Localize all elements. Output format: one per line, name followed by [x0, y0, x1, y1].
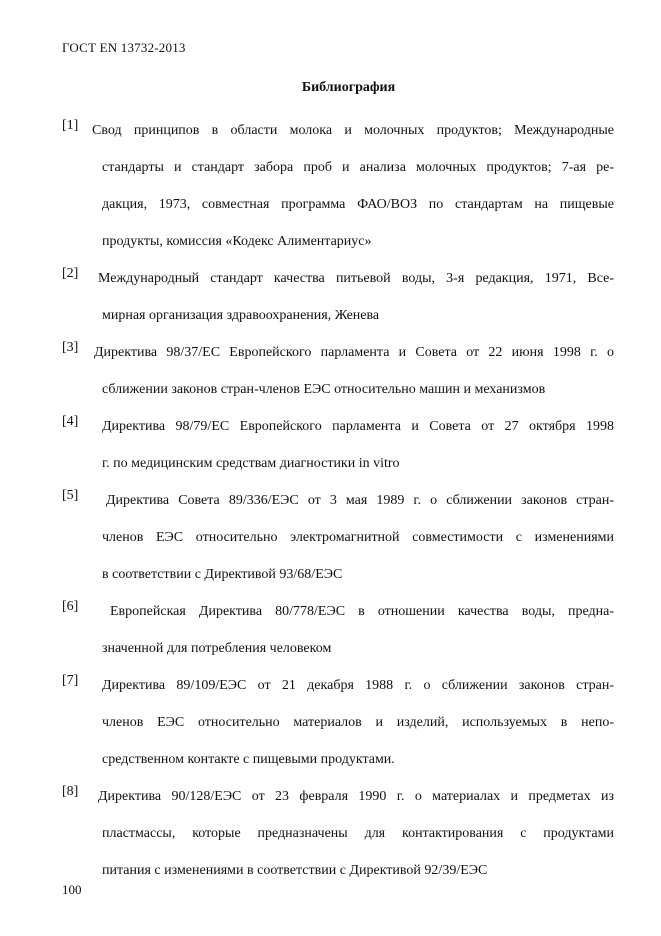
- reference-line: Международный стандарт качества питьевой воды, 3-я редакция, 1971, Все-: [98, 271, 614, 286]
- reference-item: [62, 118, 614, 266]
- reference-text: [62, 118, 614, 266]
- reference-item: [62, 784, 614, 895]
- reference-line: сближении законов стран-членов ЕЭС относительно машин и механизмов: [102, 382, 546, 397]
- reference-line: стандарты и стандарт забора проб и анализа молочных продуктов; 7-ая ре-: [102, 160, 614, 175]
- reference-line: Директива 98/37/ЕС Европейского парламента и Совета от 22 июня 1998 г. о: [94, 345, 614, 360]
- reference-number: [1]: [62, 118, 79, 133]
- reference-text: [62, 488, 614, 599]
- reference-text: [62, 673, 614, 784]
- reference-number: [8]: [62, 784, 79, 799]
- reference-line: Директива 90/128/ЕЭС от 23 февраля 1990 г. о материалах и предметах из: [98, 789, 614, 804]
- reference-text: [62, 340, 614, 414]
- reference-item: [62, 488, 614, 599]
- reference-item: [62, 266, 614, 340]
- reference-line: пластмассы, которые предназначены для контактирования с продуктами: [102, 826, 614, 841]
- reference-text: [62, 266, 614, 340]
- reference-line: Директива 98/79/ЕС Европейского парламента и Совета от 27 октября 1998: [102, 419, 614, 434]
- reference-line: дакция, 1973, совместная программа ФАО/ВОЗ по стандартам на пищевые: [102, 197, 614, 212]
- reference-number: [3]: [62, 340, 79, 355]
- reference-number: [7]: [62, 673, 79, 688]
- reference-line: средственном контакте с пищевыми продуктами.: [102, 752, 395, 767]
- reference-number: [5]: [62, 488, 79, 503]
- reference-item: [62, 599, 614, 673]
- reference-number: [4]: [62, 414, 79, 429]
- reference-line: членов ЕЭС относительно электромагнитной совместимости с изменениями: [102, 530, 614, 545]
- reference-line: продукты, комиссия «Кодекс Алиментариус»: [102, 234, 372, 249]
- reference-number: [2]: [62, 266, 79, 281]
- reference-line: питания с изменениями в соответствии с Директивой 92/39/ЕЭС: [102, 863, 488, 878]
- reference-line: значенной для потребления человеком: [102, 641, 332, 656]
- reference-line: мирная организация здравоохранения, Женева: [102, 308, 380, 323]
- reference-item: [62, 340, 614, 414]
- reference-line: Директива Совета 89/336/ЕЭС от 3 мая 1989 г. о сближении законов стран-: [106, 493, 614, 508]
- reference-number: [6]: [62, 599, 79, 614]
- reference-line: г. по медицинским средствам диагностики in vitro: [102, 456, 400, 471]
- reference-item: [62, 414, 614, 488]
- reference-line: Свод принципов в области молока и молочных продуктов; Международные: [92, 123, 614, 138]
- reference-item: [62, 673, 614, 784]
- reference-line: в соответствии с Директивой 93/68/ЕЭС: [102, 567, 343, 582]
- reference-line: Европейская Директива 80/778/ЕЭС в отношении качества воды, предна-: [110, 604, 614, 619]
- bibliography-heading: Библиография: [301, 80, 396, 95]
- reference-list: [62, 118, 614, 895]
- document-header: ГОСТ EN 13732-2013: [62, 40, 186, 55]
- page-title: [0, 80, 661, 96]
- page-number: 100: [62, 882, 82, 897]
- reference-line: Директива 89/109/ЕЭС от 21 декабря 1988 г. о сближении законов стран-: [102, 678, 614, 693]
- reference-text: [62, 784, 614, 895]
- reference-text: [62, 599, 614, 673]
- reference-line: членов ЕЭС относительно материалов и изделий, используемых в непо-: [102, 715, 614, 730]
- reference-text: [62, 414, 614, 488]
